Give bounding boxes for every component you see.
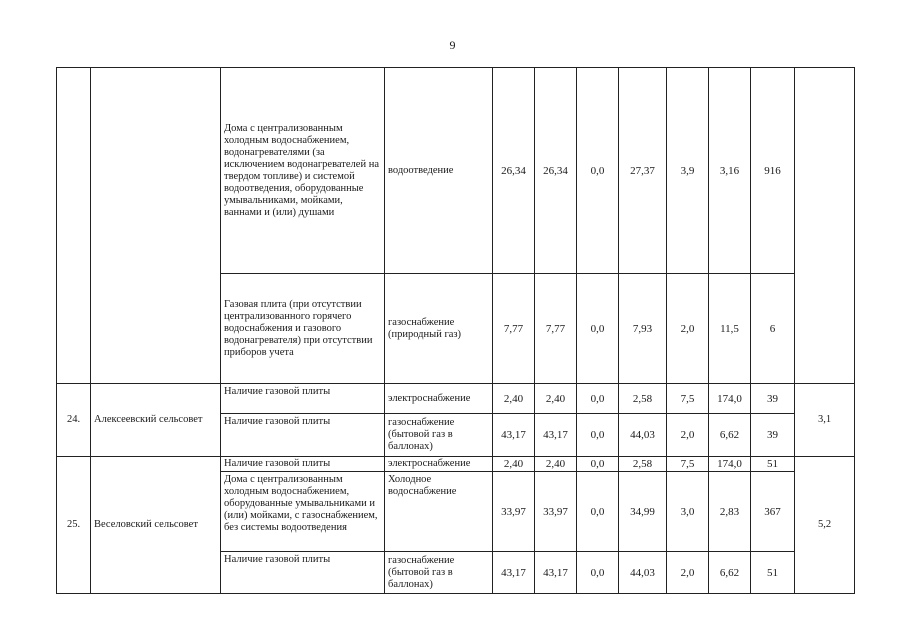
value-cell: 3,9 [667, 68, 709, 274]
value-cell: 51 [751, 552, 795, 594]
value-cell: 0,0 [577, 472, 619, 552]
description-cell: Дома с централизованным холодным водоснабжением, водонагревателями (за исключением водонагревателей на твердом топливе) и системой водоотведения, оборудованные умывальниками, мойками, ваннами и (или) душами [221, 68, 385, 274]
total-cell: 5,2 [795, 457, 855, 594]
value-cell: 0,0 [577, 457, 619, 472]
value-cell: 11,5 [709, 274, 751, 384]
value-cell: 34,99 [619, 472, 667, 552]
value-cell: 174,0 [709, 384, 751, 414]
value-cell: 7,93 [619, 274, 667, 384]
value-cell: 2,40 [493, 457, 535, 472]
tariff-table [56, 67, 855, 594]
value-cell: 367 [751, 472, 795, 552]
value-cell: 7,77 [493, 274, 535, 384]
value-cell: 3,0 [667, 472, 709, 552]
value-cell: 2,0 [667, 552, 709, 594]
value-cell: 2,40 [535, 457, 577, 472]
value-cell: 0,0 [577, 274, 619, 384]
total-cell [795, 68, 855, 384]
description-cell: Наличие газовой плиты [221, 384, 385, 414]
description-cell: Наличие газовой плиты [221, 457, 385, 472]
value-cell: 6 [751, 274, 795, 384]
value-cell: 2,58 [619, 384, 667, 414]
service-cell: Холодное водоснабжение [385, 472, 493, 552]
value-cell: 2,40 [493, 384, 535, 414]
value-cell: 6,62 [709, 414, 751, 457]
value-cell: 0,0 [577, 552, 619, 594]
value-cell: 39 [751, 384, 795, 414]
value-cell: 916 [751, 68, 795, 274]
service-cell: газоснабжение (природный газ) [385, 274, 493, 384]
value-cell: 2,40 [535, 384, 577, 414]
settlement-cell: Веселовский сельсовет [91, 457, 221, 594]
value-cell: 43,17 [535, 552, 577, 594]
service-cell: электроснабжение [385, 457, 493, 472]
service-cell: водоотведение [385, 68, 493, 274]
value-cell: 43,17 [493, 414, 535, 457]
value-cell: 2,58 [619, 457, 667, 472]
value-cell: 2,0 [667, 414, 709, 457]
value-cell: 33,97 [493, 472, 535, 552]
value-cell: 43,17 [535, 414, 577, 457]
description-cell: Наличие газовой плиты [221, 552, 385, 594]
table-row [57, 68, 855, 274]
value-cell: 3,16 [709, 68, 751, 274]
settlement-cell: Алексеевский сельсовет [91, 384, 221, 457]
value-cell: 2,0 [667, 274, 709, 384]
page-number: 9 [449, 38, 456, 52]
row-number-cell: 25. [57, 457, 91, 594]
value-cell: 0,0 [577, 414, 619, 457]
value-cell: 39 [751, 414, 795, 457]
description-cell: Дома с централизованным холодным водоснабжением, оборудованные умывальниками и (или) мойками, с газоснабжением, без системы водоотведения [221, 472, 385, 552]
value-cell: 7,77 [535, 274, 577, 384]
value-cell: 0,0 [577, 384, 619, 414]
value-cell: 7,5 [667, 384, 709, 414]
description-cell: Наличие газовой плиты [221, 414, 385, 457]
value-cell: 0,0 [577, 68, 619, 274]
service-cell: газоснабжение (бытовой газ в баллонах) [385, 414, 493, 457]
value-cell: 27,37 [619, 68, 667, 274]
description-cell: Газовая плита (при отсутствии централизованного горячего водоснабжения и газового водонагревателя) при отсутствии приборов учета [221, 274, 385, 384]
settlement-cell [91, 68, 221, 384]
value-cell: 33,97 [535, 472, 577, 552]
row-number-cell [57, 68, 91, 384]
row-number-cell: 24. [57, 384, 91, 457]
table-row [57, 457, 855, 472]
value-cell: 44,03 [619, 552, 667, 594]
value-cell: 7,5 [667, 457, 709, 472]
table-row [57, 384, 855, 414]
value-cell: 51 [751, 457, 795, 472]
service-cell: электроснабжение [385, 384, 493, 414]
value-cell: 26,34 [535, 68, 577, 274]
value-cell: 44,03 [619, 414, 667, 457]
value-cell: 26,34 [493, 68, 535, 274]
value-cell: 6,62 [709, 552, 751, 594]
service-cell: газоснабжение (бытовой газ в баллонах) [385, 552, 493, 594]
value-cell: 2,83 [709, 472, 751, 552]
value-cell: 43,17 [493, 552, 535, 594]
total-cell: 3,1 [795, 384, 855, 457]
value-cell: 174,0 [709, 457, 751, 472]
